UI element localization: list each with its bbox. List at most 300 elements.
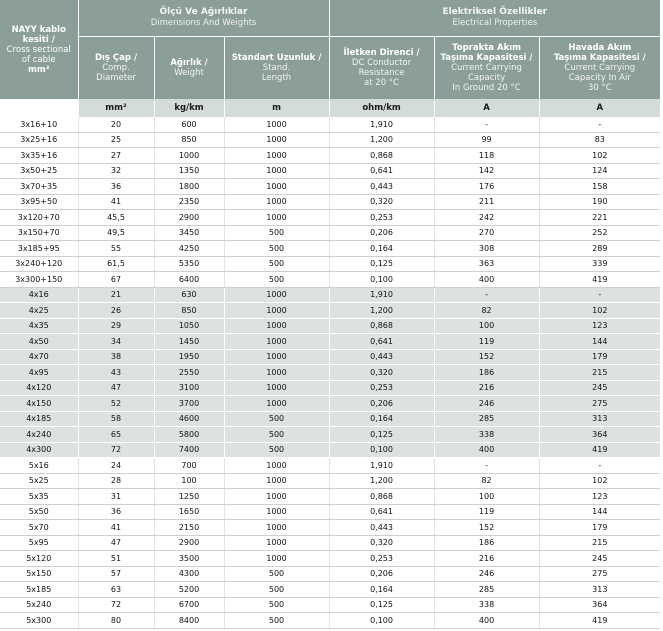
cable-section-cell: 3x300+150: [0, 272, 78, 288]
header-group-electrical: [329, 0, 660, 37]
value-cell-diameter: 55: [78, 241, 154, 257]
table-row: [0, 241, 660, 257]
value-cell-weight: 1050: [154, 318, 224, 334]
value-cell-weight: 3700: [154, 396, 224, 412]
value-cell-diameter: 47: [78, 535, 154, 551]
value-cell-current-air: 364: [539, 427, 660, 443]
unit-cell: m: [224, 99, 329, 117]
cable-section-cell: 5x50: [0, 504, 78, 520]
value-cell-standard-length: 1000: [224, 287, 329, 303]
table-row: [0, 427, 660, 443]
value-cell-diameter: 67: [78, 272, 154, 288]
value-cell-standard-length: 1000: [224, 179, 329, 195]
table-row: [0, 318, 660, 334]
header-standard-length-sub2: Length: [261, 73, 292, 83]
value-cell-standard-length: 500: [224, 225, 329, 241]
value-cell-dc-resistance: 1,910: [329, 117, 434, 132]
value-cell-diameter: 61,5: [78, 256, 154, 272]
value-cell-diameter: 20: [78, 117, 154, 132]
value-cell-current-air: 275: [539, 566, 660, 582]
value-cell-diameter: 45,5: [78, 210, 154, 226]
value-cell-current-ground: 211: [434, 194, 539, 210]
value-cell-standard-length: 1000: [224, 458, 329, 474]
unit-cell: mm²: [78, 99, 154, 117]
value-cell-dc-resistance: 0,164: [329, 411, 434, 427]
value-cell-diameter: 32: [78, 163, 154, 179]
group-dimensions-sub: Dimensions And Weights: [150, 18, 257, 28]
value-cell-diameter: 41: [78, 194, 154, 210]
value-cell-dc-resistance: 0,641: [329, 163, 434, 179]
value-cell-current-air: 123: [539, 318, 660, 334]
table-row: [0, 613, 660, 629]
header-diameter-title: Dış Çap /: [94, 53, 138, 63]
value-cell-current-ground: -: [434, 117, 539, 132]
value-cell-weight: 2900: [154, 535, 224, 551]
value-cell-current-ground: 400: [434, 442, 539, 458]
header-current-air: [539, 37, 660, 100]
value-cell-weight: 5200: [154, 582, 224, 598]
table-row: [0, 535, 660, 551]
value-cell-current-air: 179: [539, 349, 660, 365]
header-current-ground: [434, 37, 539, 100]
cable-section-cell: 5x70: [0, 520, 78, 536]
cable-section-cell: 3x95+50: [0, 194, 78, 210]
value-cell-dc-resistance: 0,100: [329, 442, 434, 458]
value-cell-dc-resistance: 0,100: [329, 272, 434, 288]
header-dc-resistance: [329, 37, 434, 100]
header-cross-section-sub2: of cable: [21, 54, 56, 65]
header-dc-resistance-sub2: Resistance: [358, 68, 405, 78]
value-cell-dc-resistance: 0,125: [329, 597, 434, 613]
header-group-dimensions: [78, 0, 329, 37]
table-row: [0, 396, 660, 412]
value-cell-current-air: 144: [539, 504, 660, 520]
value-cell-weight: 4300: [154, 566, 224, 582]
value-cell-weight: 700: [154, 458, 224, 474]
value-cell-diameter: 80: [78, 613, 154, 629]
value-cell-diameter: 21: [78, 287, 154, 303]
value-cell-dc-resistance: 0,443: [329, 349, 434, 365]
header-standard-length-sub1: Stand.: [262, 63, 291, 73]
value-cell-diameter: 49,5: [78, 225, 154, 241]
value-cell-current-air: 245: [539, 551, 660, 567]
value-cell-current-ground: 216: [434, 551, 539, 567]
header-current-air-sub1: Taşıma Kapasitesi /: [553, 53, 646, 63]
value-cell-dc-resistance: 0,868: [329, 148, 434, 164]
table-row: [0, 272, 660, 288]
value-cell-current-air: 124: [539, 163, 660, 179]
value-cell-current-air: 419: [539, 613, 660, 629]
unit-cell: A: [539, 99, 660, 117]
group-electrical-title: Elektriksel Özellikler: [442, 7, 548, 17]
table-row: [0, 566, 660, 582]
value-cell-weight: 2550: [154, 365, 224, 381]
value-cell-current-ground: 246: [434, 396, 539, 412]
value-cell-dc-resistance: 0,443: [329, 179, 434, 195]
value-cell-weight: 600: [154, 117, 224, 132]
value-cell-diameter: 47: [78, 380, 154, 396]
value-cell-dc-resistance: 0,253: [329, 210, 434, 226]
header-diameter: [78, 37, 154, 100]
value-cell-current-ground: 186: [434, 535, 539, 551]
value-cell-current-air: -: [539, 458, 660, 474]
value-cell-dc-resistance: 0,641: [329, 334, 434, 350]
value-cell-weight: 4600: [154, 411, 224, 427]
value-cell-weight: 100: [154, 473, 224, 489]
header-dc-resistance-title: İletken Direnci /: [343, 48, 420, 58]
table-row: [0, 334, 660, 350]
cable-section-cell: 5x95: [0, 535, 78, 551]
value-cell-current-ground: -: [434, 458, 539, 474]
value-cell-weight: 1450: [154, 334, 224, 350]
value-cell-diameter: 72: [78, 597, 154, 613]
value-cell-standard-length: 1000: [224, 349, 329, 365]
value-cell-dc-resistance: 0,868: [329, 318, 434, 334]
value-cell-current-ground: 363: [434, 256, 539, 272]
value-cell-current-ground: 400: [434, 613, 539, 629]
value-cell-standard-length: 1000: [224, 334, 329, 350]
header-weight-title: Ağırlık /: [170, 58, 208, 68]
value-cell-current-ground: 82: [434, 303, 539, 319]
table-row: [0, 365, 660, 381]
value-cell-diameter: 36: [78, 179, 154, 195]
value-cell-weight: 4250: [154, 241, 224, 257]
value-cell-current-air: 215: [539, 365, 660, 381]
cable-section-cell: 4x50: [0, 334, 78, 350]
value-cell-standard-length: 500: [224, 241, 329, 257]
header-current-ground-title: Toprakta Akım: [452, 43, 521, 53]
value-cell-weight: 1000: [154, 148, 224, 164]
value-cell-current-ground: 400: [434, 272, 539, 288]
value-cell-dc-resistance: 1,910: [329, 287, 434, 303]
value-cell-diameter: 26: [78, 303, 154, 319]
cable-section-cell: 3x50+25: [0, 163, 78, 179]
value-cell-current-ground: 246: [434, 566, 539, 582]
value-cell-dc-resistance: 0,206: [329, 225, 434, 241]
value-cell-standard-length: 500: [224, 566, 329, 582]
value-cell-current-air: 252: [539, 225, 660, 241]
table-row: [0, 349, 660, 365]
cable-section-cell: 3x16+10: [0, 117, 78, 132]
value-cell-weight: 630: [154, 287, 224, 303]
group-electrical-sub: Electrical Properties: [452, 18, 538, 28]
value-cell-dc-resistance: 0,100: [329, 613, 434, 629]
value-cell-dc-resistance: 1,200: [329, 303, 434, 319]
value-cell-standard-length: 1000: [224, 210, 329, 226]
value-cell-current-ground: 119: [434, 504, 539, 520]
value-cell-current-air: 221: [539, 210, 660, 226]
value-cell-dc-resistance: 0,206: [329, 566, 434, 582]
value-cell-current-ground: 100: [434, 318, 539, 334]
header-cross-section-title: NAYY kablo kesiti /: [11, 24, 66, 45]
cable-section-cell: 3x25+16: [0, 132, 78, 148]
cable-section-cell: 5x16: [0, 458, 78, 474]
header-current-ground-sub1: Taşıma Kapasitesi /: [440, 53, 533, 63]
cable-section-cell: 3x70+35: [0, 179, 78, 195]
cable-section-cell: 4x35: [0, 318, 78, 334]
cable-section-cell: 5x240: [0, 597, 78, 613]
value-cell-standard-length: 1000: [224, 504, 329, 520]
cable-section-cell: 3x240+120: [0, 256, 78, 272]
value-cell-standard-length: 500: [224, 427, 329, 443]
value-cell-weight: 3500: [154, 551, 224, 567]
value-cell-weight: 1950: [154, 349, 224, 365]
header-current-ground-sub4: In Ground 20 °C: [452, 83, 521, 93]
value-cell-weight: 850: [154, 132, 224, 148]
value-cell-current-air: 144: [539, 334, 660, 350]
cable-section-cell: 4x95: [0, 365, 78, 381]
value-cell-dc-resistance: 0,320: [329, 535, 434, 551]
value-cell-standard-length: 1000: [224, 318, 329, 334]
value-cell-diameter: 27: [78, 148, 154, 164]
value-cell-standard-length: 500: [224, 272, 329, 288]
table-row: [0, 163, 660, 179]
unit-cell: kg/km: [154, 99, 224, 117]
value-cell-standard-length: 1000: [224, 473, 329, 489]
group-dimensions-title: Ölçü Ve Ağırlıklar: [159, 7, 248, 17]
header-dc-resistance-sub3: at 20 °C: [364, 78, 399, 88]
value-cell-current-ground: 118: [434, 148, 539, 164]
header-weight: [154, 37, 224, 100]
value-cell-weight: 850: [154, 303, 224, 319]
value-cell-current-ground: 216: [434, 380, 539, 396]
table-row: [0, 473, 660, 489]
table-row: [0, 380, 660, 396]
value-cell-dc-resistance: 0,164: [329, 241, 434, 257]
value-cell-current-air: 419: [539, 272, 660, 288]
value-cell-current-air: 215: [539, 535, 660, 551]
table-row: [0, 225, 660, 241]
value-cell-current-ground: 176: [434, 179, 539, 195]
value-cell-current-ground: 119: [434, 334, 539, 350]
value-cell-standard-length: 1000: [224, 132, 329, 148]
header-cross-section: [0, 0, 78, 99]
value-cell-current-air: 102: [539, 148, 660, 164]
value-cell-standard-length: 1000: [224, 303, 329, 319]
table-row: [0, 210, 660, 226]
value-cell-current-air: 289: [539, 241, 660, 257]
value-cell-standard-length: 500: [224, 411, 329, 427]
cable-section-cell: 5x300: [0, 613, 78, 629]
cable-section-cell: 4x240: [0, 427, 78, 443]
cable-section-cell: 4x150: [0, 396, 78, 412]
value-cell-weight: 1350: [154, 163, 224, 179]
value-cell-current-ground: 242: [434, 210, 539, 226]
value-cell-diameter: 24: [78, 458, 154, 474]
value-cell-standard-length: 500: [224, 256, 329, 272]
unit-cell: A: [434, 99, 539, 117]
header-current-ground-sub3: Capacity: [467, 73, 506, 83]
cable-section-cell: 5x150: [0, 566, 78, 582]
table-group-1: [0, 117, 660, 287]
value-cell-dc-resistance: 0,164: [329, 582, 434, 598]
value-cell-weight: 1800: [154, 179, 224, 195]
header-current-air-sub4: 30 °C: [587, 83, 612, 93]
value-cell-dc-resistance: 0,868: [329, 489, 434, 505]
value-cell-current-air: 313: [539, 411, 660, 427]
value-cell-diameter: 38: [78, 349, 154, 365]
value-cell-dc-resistance: 0,320: [329, 194, 434, 210]
value-cell-weight: 8400: [154, 613, 224, 629]
value-cell-standard-length: 1000: [224, 396, 329, 412]
value-cell-current-ground: -: [434, 287, 539, 303]
value-cell-current-air: 275: [539, 396, 660, 412]
value-cell-diameter: 65: [78, 427, 154, 443]
cable-section-cell: 4x185: [0, 411, 78, 427]
value-cell-weight: 7400: [154, 442, 224, 458]
value-cell-diameter: 52: [78, 396, 154, 412]
value-cell-dc-resistance: 0,206: [329, 396, 434, 412]
value-cell-dc-resistance: 0,253: [329, 380, 434, 396]
value-cell-standard-length: 1000: [224, 551, 329, 567]
cable-section-cell: 4x120: [0, 380, 78, 396]
value-cell-standard-length: 1000: [224, 489, 329, 505]
cable-section-cell: 3x35+16: [0, 148, 78, 164]
value-cell-dc-resistance: 1,200: [329, 473, 434, 489]
value-cell-standard-length: 500: [224, 442, 329, 458]
table-row: [0, 411, 660, 427]
value-cell-dc-resistance: 0,253: [329, 551, 434, 567]
header-current-ground-sub2: Current Carrying: [451, 63, 522, 73]
value-cell-diameter: 29: [78, 318, 154, 334]
value-cell-standard-length: 1000: [224, 520, 329, 536]
header-standard-length-title: Standart Uzunluk /: [231, 53, 322, 63]
value-cell-current-ground: 142: [434, 163, 539, 179]
header-diameter-sub2: Diameter: [96, 73, 136, 83]
header-cross-section-unit: mm²: [28, 64, 50, 75]
value-cell-diameter: 25: [78, 132, 154, 148]
table-row: [0, 520, 660, 536]
value-cell-current-ground: 285: [434, 411, 539, 427]
value-cell-current-air: 102: [539, 303, 660, 319]
table-row: [0, 582, 660, 598]
value-cell-current-air: 419: [539, 442, 660, 458]
value-cell-standard-length: 1000: [224, 365, 329, 381]
unit-cell: ohm/km: [329, 99, 434, 117]
table-row: [0, 442, 660, 458]
value-cell-dc-resistance: 0,125: [329, 256, 434, 272]
value-cell-weight: 5800: [154, 427, 224, 443]
table-row: [0, 117, 660, 132]
value-cell-current-air: -: [539, 117, 660, 132]
value-cell-standard-length: 500: [224, 597, 329, 613]
value-cell-standard-length: 1000: [224, 148, 329, 164]
value-cell-current-ground: 152: [434, 520, 539, 536]
value-cell-dc-resistance: 0,320: [329, 365, 434, 381]
value-cell-standard-length: 500: [224, 613, 329, 629]
table-row: [0, 504, 660, 520]
cable-section-cell: 5x35: [0, 489, 78, 505]
value-cell-diameter: 31: [78, 489, 154, 505]
table-row: [0, 287, 660, 303]
value-cell-standard-length: 1000: [224, 163, 329, 179]
table-row: [0, 194, 660, 210]
header-cross-section-sub1: Cross sectional: [6, 44, 71, 55]
value-cell-current-ground: 186: [434, 365, 539, 381]
value-cell-current-ground: 99: [434, 132, 539, 148]
value-cell-diameter: 41: [78, 520, 154, 536]
table-row: [0, 148, 660, 164]
cable-section-cell: 5x25: [0, 473, 78, 489]
table-row: [0, 489, 660, 505]
value-cell-current-ground: 152: [434, 349, 539, 365]
value-cell-dc-resistance: 0,443: [329, 520, 434, 536]
value-cell-standard-length: 1000: [224, 535, 329, 551]
header-current-air-sub3: Capacity In Air: [568, 73, 631, 83]
value-cell-current-air: 364: [539, 597, 660, 613]
value-cell-current-ground: 285: [434, 582, 539, 598]
table-row: [0, 179, 660, 195]
value-cell-diameter: 51: [78, 551, 154, 567]
table-group-3: [0, 458, 660, 629]
cable-section-cell: 3x185+95: [0, 241, 78, 257]
value-cell-current-ground: 82: [434, 473, 539, 489]
value-cell-weight: 6400: [154, 272, 224, 288]
units-row: [0, 99, 660, 117]
cable-section-cell: 5x185: [0, 582, 78, 598]
value-cell-current-air: -: [539, 287, 660, 303]
value-cell-current-ground: 308: [434, 241, 539, 257]
header-standard-length: [224, 37, 329, 100]
value-cell-dc-resistance: 1,200: [329, 132, 434, 148]
value-cell-current-air: 102: [539, 473, 660, 489]
value-cell-current-air: 313: [539, 582, 660, 598]
table-row: [0, 303, 660, 319]
value-cell-current-air: 123: [539, 489, 660, 505]
value-cell-weight: 2900: [154, 210, 224, 226]
value-cell-weight: 3100: [154, 380, 224, 396]
value-cell-weight: 3450: [154, 225, 224, 241]
value-cell-diameter: 57: [78, 566, 154, 582]
value-cell-diameter: 28: [78, 473, 154, 489]
value-cell-dc-resistance: 0,641: [329, 504, 434, 520]
cable-section-cell: 3x120+70: [0, 210, 78, 226]
value-cell-current-air: 158: [539, 179, 660, 195]
value-cell-standard-length: 1000: [224, 117, 329, 132]
value-cell-diameter: 58: [78, 411, 154, 427]
value-cell-weight: 1250: [154, 489, 224, 505]
value-cell-dc-resistance: 0,125: [329, 427, 434, 443]
value-cell-diameter: 43: [78, 365, 154, 381]
value-cell-dc-resistance: 1,910: [329, 458, 434, 474]
cable-section-cell: 5x120: [0, 551, 78, 567]
table-row: [0, 458, 660, 474]
value-cell-diameter: 36: [78, 504, 154, 520]
value-cell-current-air: 190: [539, 194, 660, 210]
table-row: [0, 256, 660, 272]
header-current-air-title: Havada Akım: [568, 43, 632, 53]
value-cell-weight: 6700: [154, 597, 224, 613]
cable-section-cell: 4x70: [0, 349, 78, 365]
value-cell-current-ground: 338: [434, 427, 539, 443]
value-cell-weight: 2350: [154, 194, 224, 210]
value-cell-current-air: 339: [539, 256, 660, 272]
value-cell-weight: 5350: [154, 256, 224, 272]
table-row: [0, 551, 660, 567]
value-cell-diameter: 72: [78, 442, 154, 458]
table-group-2: [0, 287, 660, 458]
value-cell-weight: 1650: [154, 504, 224, 520]
header-current-air-sub2: Current Carrying: [564, 63, 636, 73]
value-cell-diameter: 34: [78, 334, 154, 350]
value-cell-weight: 2150: [154, 520, 224, 536]
cable-section-cell: 4x25: [0, 303, 78, 319]
table-header: [0, 0, 660, 117]
cable-section-cell: 4x300: [0, 442, 78, 458]
cable-section-cell: 3x150+70: [0, 225, 78, 241]
value-cell-current-ground: 338: [434, 597, 539, 613]
value-cell-standard-length: 1000: [224, 194, 329, 210]
